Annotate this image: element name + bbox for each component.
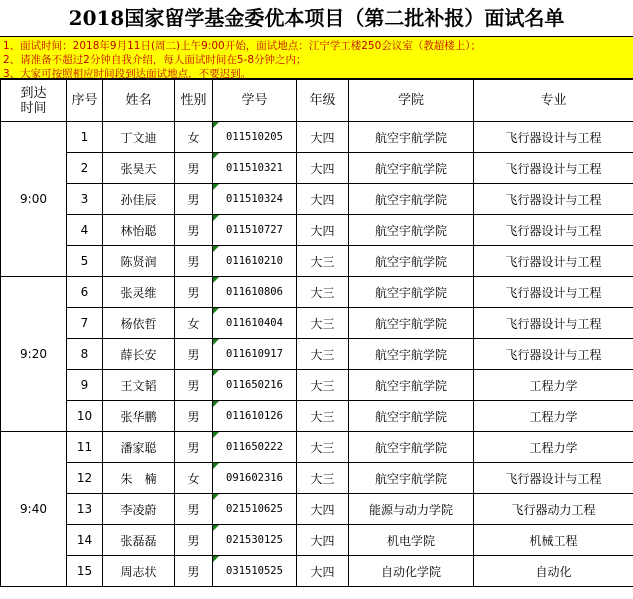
college-cell: 航空宇航学院	[349, 277, 474, 308]
student-id-cell: 021510625	[213, 494, 297, 525]
table-row	[1, 494, 633, 525]
index-cell: 6	[67, 277, 103, 308]
name-cell: 潘家聪	[103, 432, 175, 463]
gender-cell: 男	[175, 184, 213, 215]
index-cell: 14	[67, 525, 103, 556]
gender-cell: 男	[175, 246, 213, 277]
table-row	[1, 432, 633, 463]
student-id-cell: 011510324	[213, 184, 297, 215]
page-title: 2018国家留学基金委优本项目（第二批补报）面试名单	[0, 0, 633, 37]
gender-cell: 男	[175, 370, 213, 401]
student-id-cell: 011650222	[213, 432, 297, 463]
gender-cell: 男	[175, 401, 213, 432]
header-gender: 性别	[175, 80, 213, 122]
table-row	[1, 556, 633, 587]
college-cell: 航空宇航学院	[349, 463, 474, 494]
gender-cell: 女	[175, 122, 213, 153]
college-cell: 航空宇航学院	[349, 184, 474, 215]
note-line: 1、面试时间：2018年9月11日(周二)上午9:00开始，面试地点：江宁学工楼250会议室（教超楼上）；	[3, 40, 482, 52]
grade-cell: 大三	[297, 277, 349, 308]
table-row	[1, 339, 633, 370]
grade-cell: 大四	[297, 122, 349, 153]
gender-cell: 女	[175, 463, 213, 494]
student-id-cell: 021530125	[213, 525, 297, 556]
major-cell: 飞行器设计与工程	[474, 463, 633, 494]
student-id-cell: 011610806	[213, 277, 297, 308]
student-id-cell: 011510727	[213, 215, 297, 246]
name-cell: 陈贤润	[103, 246, 175, 277]
college-cell: 能源与动力学院	[349, 494, 474, 525]
student-id-cell: 011510205	[213, 122, 297, 153]
name-cell: 杨依哲	[103, 308, 175, 339]
table-row	[1, 308, 633, 339]
grade-cell: 大三	[297, 246, 349, 277]
grade-cell: 大三	[297, 339, 349, 370]
major-cell: 飞行器设计与工程	[474, 122, 633, 153]
table-row	[1, 463, 633, 494]
index-cell: 8	[67, 339, 103, 370]
table-row	[1, 122, 633, 153]
college-cell: 航空宇航学院	[349, 401, 474, 432]
student-id-cell: 011610126	[213, 401, 297, 432]
grade-cell: 大三	[297, 308, 349, 339]
major-cell: 自动化	[474, 556, 633, 587]
table-row	[1, 153, 633, 184]
major-cell: 飞行器设计与工程	[474, 308, 633, 339]
grade-cell: 大三	[297, 370, 349, 401]
student-id-cell: 031510525	[213, 556, 297, 587]
table-body	[1, 122, 633, 587]
college-cell: 自动化学院	[349, 556, 474, 587]
grade-cell: 大四	[297, 215, 349, 246]
table-row	[1, 184, 633, 215]
index-cell: 1	[67, 122, 103, 153]
major-cell: 工程力学	[474, 401, 633, 432]
student-id-cell: 011610917	[213, 339, 297, 370]
table-row	[1, 525, 633, 556]
major-cell: 飞行器设计与工程	[474, 277, 633, 308]
interview-table	[0, 79, 633, 587]
major-cell: 工程力学	[474, 432, 633, 463]
index-cell: 5	[67, 246, 103, 277]
major-cell: 飞行器设计与工程	[474, 339, 633, 370]
grade-cell: 大三	[297, 401, 349, 432]
arrival-time-cell: 9:00	[1, 122, 67, 277]
major-cell: 飞行器设计与工程	[474, 153, 633, 184]
major-cell: 飞行器设计与工程	[474, 215, 633, 246]
gender-cell: 男	[175, 525, 213, 556]
major-cell: 机械工程	[474, 525, 633, 556]
gender-cell: 男	[175, 339, 213, 370]
grade-cell: 大四	[297, 525, 349, 556]
name-cell: 张灵维	[103, 277, 175, 308]
table-row	[1, 370, 633, 401]
index-cell: 12	[67, 463, 103, 494]
college-cell: 航空宇航学院	[349, 370, 474, 401]
name-cell: 薛长安	[103, 339, 175, 370]
major-cell: 飞行器动力工程	[474, 494, 633, 525]
grade-cell: 大四	[297, 494, 349, 525]
arrival-time-cell: 9:40	[1, 432, 67, 587]
index-cell: 15	[67, 556, 103, 587]
major-cell: 工程力学	[474, 370, 633, 401]
name-cell: 李凌蔚	[103, 494, 175, 525]
college-cell: 航空宇航学院	[349, 122, 474, 153]
table-row	[1, 277, 633, 308]
name-cell: 张磊磊	[103, 525, 175, 556]
major-cell: 飞行器设计与工程	[474, 184, 633, 215]
header-name: 姓名	[103, 80, 175, 122]
gender-cell: 男	[175, 277, 213, 308]
grade-cell: 大四	[297, 556, 349, 587]
header-index: 序号	[67, 80, 103, 122]
college-cell: 航空宇航学院	[349, 308, 474, 339]
college-cell: 航空宇航学院	[349, 153, 474, 184]
table-header-row	[1, 80, 633, 122]
gender-cell: 男	[175, 215, 213, 246]
name-cell: 周志状	[103, 556, 175, 587]
student-id-cell: 011650216	[213, 370, 297, 401]
college-cell: 机电学院	[349, 525, 474, 556]
grade-cell: 大四	[297, 153, 349, 184]
college-cell: 航空宇航学院	[349, 339, 474, 370]
grade-cell: 大三	[297, 432, 349, 463]
gender-cell: 男	[175, 153, 213, 184]
header-grade: 年级	[297, 80, 349, 122]
gender-cell: 男	[175, 494, 213, 525]
name-cell: 林怡聪	[103, 215, 175, 246]
name-cell: 王文韬	[103, 370, 175, 401]
college-cell: 航空宇航学院	[349, 215, 474, 246]
gender-cell: 女	[175, 308, 213, 339]
student-id-cell: 011610404	[213, 308, 297, 339]
index-cell: 2	[67, 153, 103, 184]
arrival-time-cell: 9:20	[1, 277, 67, 432]
index-cell: 3	[67, 184, 103, 215]
student-id-cell: 011610210	[213, 246, 297, 277]
name-cell: 张昊天	[103, 153, 175, 184]
name-cell: 朱 楠	[103, 463, 175, 494]
grade-cell: 大四	[297, 184, 349, 215]
name-cell: 张华鹏	[103, 401, 175, 432]
gender-cell: 男	[175, 556, 213, 587]
index-cell: 7	[67, 308, 103, 339]
college-cell: 航空宇航学院	[349, 246, 474, 277]
index-cell: 11	[67, 432, 103, 463]
note-line: 3、大家可按照相应时间段到达面试地点，不要迟到。	[3, 68, 252, 80]
student-id-cell: 091602316	[213, 463, 297, 494]
notes-block	[0, 37, 633, 79]
table-row	[1, 401, 633, 432]
college-cell: 航空宇航学院	[349, 432, 474, 463]
table-row	[1, 215, 633, 246]
name-cell: 孙佳辰	[103, 184, 175, 215]
major-cell: 飞行器设计与工程	[474, 246, 633, 277]
gender-cell: 男	[175, 432, 213, 463]
header-student-id: 学号	[213, 80, 297, 122]
header-college: 学院	[349, 80, 474, 122]
index-cell: 13	[67, 494, 103, 525]
header-major: 专业	[474, 80, 633, 122]
table-row	[1, 246, 633, 277]
note-line: 2、请准备不超过2分钟自我介绍，每人面试时间在5-8分钟之内；	[3, 54, 307, 66]
header-arrival-time: 到达时间	[1, 80, 67, 122]
student-id-cell: 011510321	[213, 153, 297, 184]
index-cell: 10	[67, 401, 103, 432]
name-cell: 丁文迪	[103, 122, 175, 153]
index-cell: 4	[67, 215, 103, 246]
grade-cell: 大三	[297, 463, 349, 494]
index-cell: 9	[67, 370, 103, 401]
